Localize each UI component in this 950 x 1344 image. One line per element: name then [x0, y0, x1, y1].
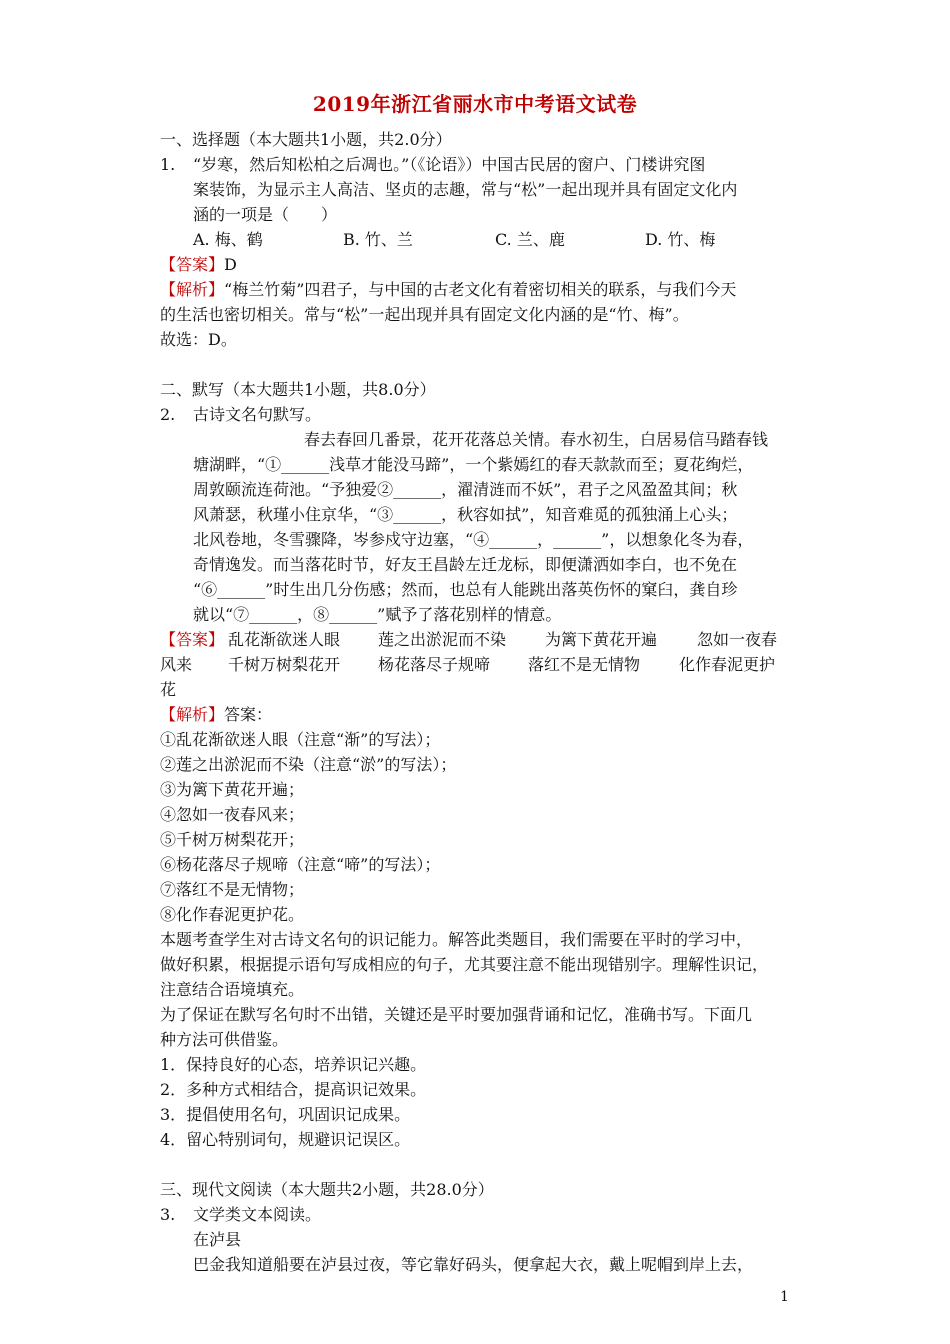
question-number: 3.	[160, 1205, 176, 1224]
analysis-2	[160, 703, 272, 727]
passage-line: 春去春回几番景，花开花落总关情。春水初生，白居易信马踏春钱	[304, 430, 769, 449]
note-line: 做好积累，根据提示语句写成相应的句子，尤其要注意不能出现错别字。理解性识记，	[160, 955, 769, 974]
section2-heading: 二、默写（本大题共1小题，共8.0分）	[160, 380, 436, 399]
answer-item: 化作春泥更护	[679, 655, 776, 674]
passage-line: “⑥______”时生出几分伤感；然而，也总有人能跳出落英伤怀的窠臼，龚自珍	[193, 580, 738, 599]
analysis-text-line: 的生活也密切相关。常与“松”一起出现并具有固定文化内涵的是“竹、梅”。	[160, 305, 689, 324]
question-text-line: “岁寒，然后知松柏之后凋也。”（《论语》）中国古民居的窗户、门楼讲究图	[193, 155, 706, 174]
analysis-tag: 【解析】	[160, 705, 225, 724]
question-text: 文学类文本阅读。	[193, 1205, 322, 1224]
option-c: C. 兰、鹿	[495, 230, 565, 249]
answer-item: 为篱下黄花开遍	[545, 630, 658, 649]
answer-tag: 【答案】	[160, 630, 225, 649]
answer-item: 忽如一夜春	[697, 630, 778, 649]
answer-item: 风来	[160, 655, 193, 674]
passage-line: 北风卷地，冬雪骤降，岑参戍守边塞，“④______，______”，以想象化冬为春，	[193, 530, 754, 549]
answer-item: 花	[160, 680, 177, 699]
page-number: 1	[780, 1289, 789, 1305]
question-number: 2.	[160, 405, 176, 424]
answer-2	[160, 628, 224, 652]
note-line: 2．多种方式相结合，提高识记效果。	[160, 1080, 427, 1099]
note-line: 本题考查学生对古诗文名句的识记能力。解答此类题目，我们需要在平时的学习中，	[160, 930, 753, 949]
article-title: 在泸县	[193, 1230, 242, 1249]
question-number: 1.	[160, 155, 176, 174]
analysis-tag: 【解析】	[160, 280, 225, 299]
analysis-text-line: 故选：D。	[160, 330, 237, 349]
note-line: 4．留心特别词句，规避识记误区。	[160, 1130, 411, 1149]
note-line: 注意结合语境填充。	[160, 980, 305, 999]
option-d: D. 竹、梅	[645, 230, 716, 249]
note-line: 3．提倡使用名句，巩固识记成果。	[160, 1105, 411, 1124]
passage-line: 风萧瑟，秋瑾小住京华，“③______，秋容如拭”，知音难觅的孤独涌上心头；	[193, 505, 738, 524]
question-2	[160, 403, 321, 427]
analysis-1	[160, 278, 736, 302]
answer-tag: 【答案】	[160, 255, 225, 274]
question-text-line: 涵的一项是（ ）	[193, 205, 338, 224]
analysis-item: ⑦落红不是无情物；	[160, 880, 305, 899]
answer-item: 落红不是无情物	[528, 655, 641, 674]
analysis-intro: 答案：	[224, 705, 273, 724]
note-line: 1．保持良好的心态，培养识记兴趣。	[160, 1055, 427, 1074]
option-b: B. 竹、兰	[343, 230, 413, 249]
answer-item: 千树万树梨花开	[228, 655, 341, 674]
analysis-text-line: “梅兰竹菊”四君子，与中国的古老文化有着密切相关的联系，与我们今天	[224, 280, 737, 299]
analysis-item: ⑧化作春泥更护花。	[160, 905, 305, 924]
analysis-item: ③为篱下黄花开遍；	[160, 780, 305, 799]
question-1	[160, 153, 705, 177]
answer-item: 莲之出淤泥而不染	[378, 630, 507, 649]
section3-heading: 三、现代文阅读（本大题共2小题，共28.0分）	[160, 1180, 494, 1199]
analysis-item: ⑥杨花落尽子规啼（注意“啼”的写法）；	[160, 855, 441, 874]
analysis-item: ①乱花渐欲迷人眼（注意“渐”的写法）；	[160, 730, 441, 749]
passage-line: 奇情逸发。而当落花时节，好友王昌龄左迁龙标，即便潇洒如李白，也不免在	[193, 555, 738, 574]
document-title: 2019年浙江省丽水市中考语文试卷	[312, 92, 638, 116]
answer-item: 乱花渐欲迷人眼	[228, 630, 341, 649]
option-a: A. 梅、鹤	[193, 230, 263, 249]
article-line: 巴金我知道船要在泸县过夜，等它靠好码头，便拿起大衣，戴上呢帽到岸上去，	[193, 1255, 754, 1274]
analysis-item: ⑤千树万树梨花开；	[160, 830, 305, 849]
passage-line: 塘湖畔，“①______浅草才能没马蹄”，一个紫嫣红的春天款款而至；夏花绚烂，	[193, 455, 754, 474]
note-line: 为了保证在默写名句时不出错，关键还是平时要加强背诵和记忆，准确书写。下面几	[160, 1005, 753, 1024]
passage-line: 就以“⑦______，⑧______”赋予了落花别样的情意。	[193, 605, 562, 624]
answer-value: D	[224, 255, 237, 274]
answer-item: 杨花落尽子规啼	[378, 655, 491, 674]
question-3	[160, 1203, 321, 1227]
analysis-item: ②莲之出淤泥而不染（注意“淤”的写法）；	[160, 755, 457, 774]
answer-1	[160, 253, 237, 277]
section1-heading: 一、选择题（本大题共1小题，共2.0分）	[160, 130, 452, 149]
question-text-line: 案装饰，为显示主人高洁、坚贞的志趣，常与“松”一起出现并具有固定文化内	[193, 180, 738, 199]
question-text: 古诗文名句默写。	[193, 405, 322, 424]
note-line: 种方法可供借鉴。	[160, 1030, 289, 1049]
passage-line: 周敦颐流连荷池。“予独爱②______，濯清涟而不妖”，君子之风盈盈其间；秋	[193, 480, 738, 499]
analysis-item: ④忽如一夜春风来；	[160, 805, 305, 824]
